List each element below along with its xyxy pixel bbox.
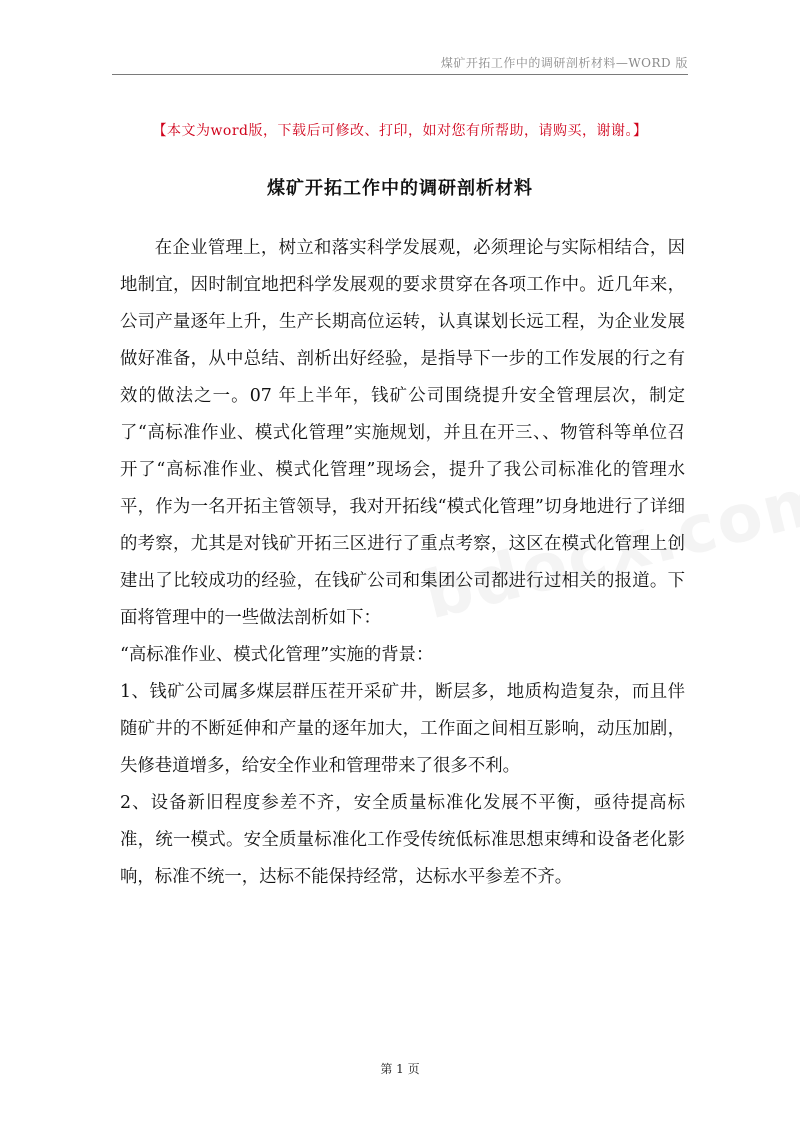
paragraph-point-1: 1、钱矿公司属多煤层群压茬开采矿井，断层多，地质构造复杂，而且伴随矿井的不断延伸和产量的逐年加大，工作面之间相互影响，动压加剧，失修巷道增多，给安全作业和管理带来了很多不利。 (120, 682, 685, 776)
document-body (120, 230, 685, 896)
page-number: 第 1 页 (380, 1062, 420, 1076)
document-title: 煤矿开拓工作中的调研剖析材料 (267, 178, 533, 199)
paragraph-background-heading: “高标准作业、模式化管理”实施的背景： (120, 645, 434, 665)
download-notice: 【本文为word版，下载后可修改、打印，如对您有所帮助，请购买，谢谢。】 (152, 123, 648, 139)
paragraph-point-2: 2、设备新旧程度参差不齐，安全质量标准化发展不平衡，亟待提高标准，统一模式。安全质量标准化工作受传统低标准思想束缚和设备老化影响，标准不统一，达标不能保持经常，达标水平参差不齐。 (120, 793, 685, 887)
header-rule (112, 74, 688, 75)
running-header: 煤矿开拓工作中的调研剖析材料—WORD 版 (440, 56, 688, 70)
paragraph-intro: 在企业管理上，树立和落实科学发展观，必须理论与实际相结合，因地制宜，因时制宜地把科学发展观的要求贯穿在各项工作中。近几年来，公司产量逐年上升，生产长期高位运转，认真谋划长远工程，为企业发展做好准备，从中总结、剖析出好经验，是指导下一步的工作发展的行之有效的做法之一。07 年上半年，钱矿公司围绕提升安全管理层次，制定了“高标准作业、模式化管理”实施规划，并且在开三、、物管科等单位召开了“高标准作业、模式化管理”现场会，提升了我公司标准化的管理水平，作为一名开拓主管领导，我对开拓线“模式化管理”切身地进行了详细的考察，尤其是对钱矿开拓三区进行了重点考察，这区在模式化管理上创建出了比较成功的经验，在钱矿公司和集团公司都进行过相关的报道。下面将管理中的一些做法剖析如下： (120, 238, 685, 628)
